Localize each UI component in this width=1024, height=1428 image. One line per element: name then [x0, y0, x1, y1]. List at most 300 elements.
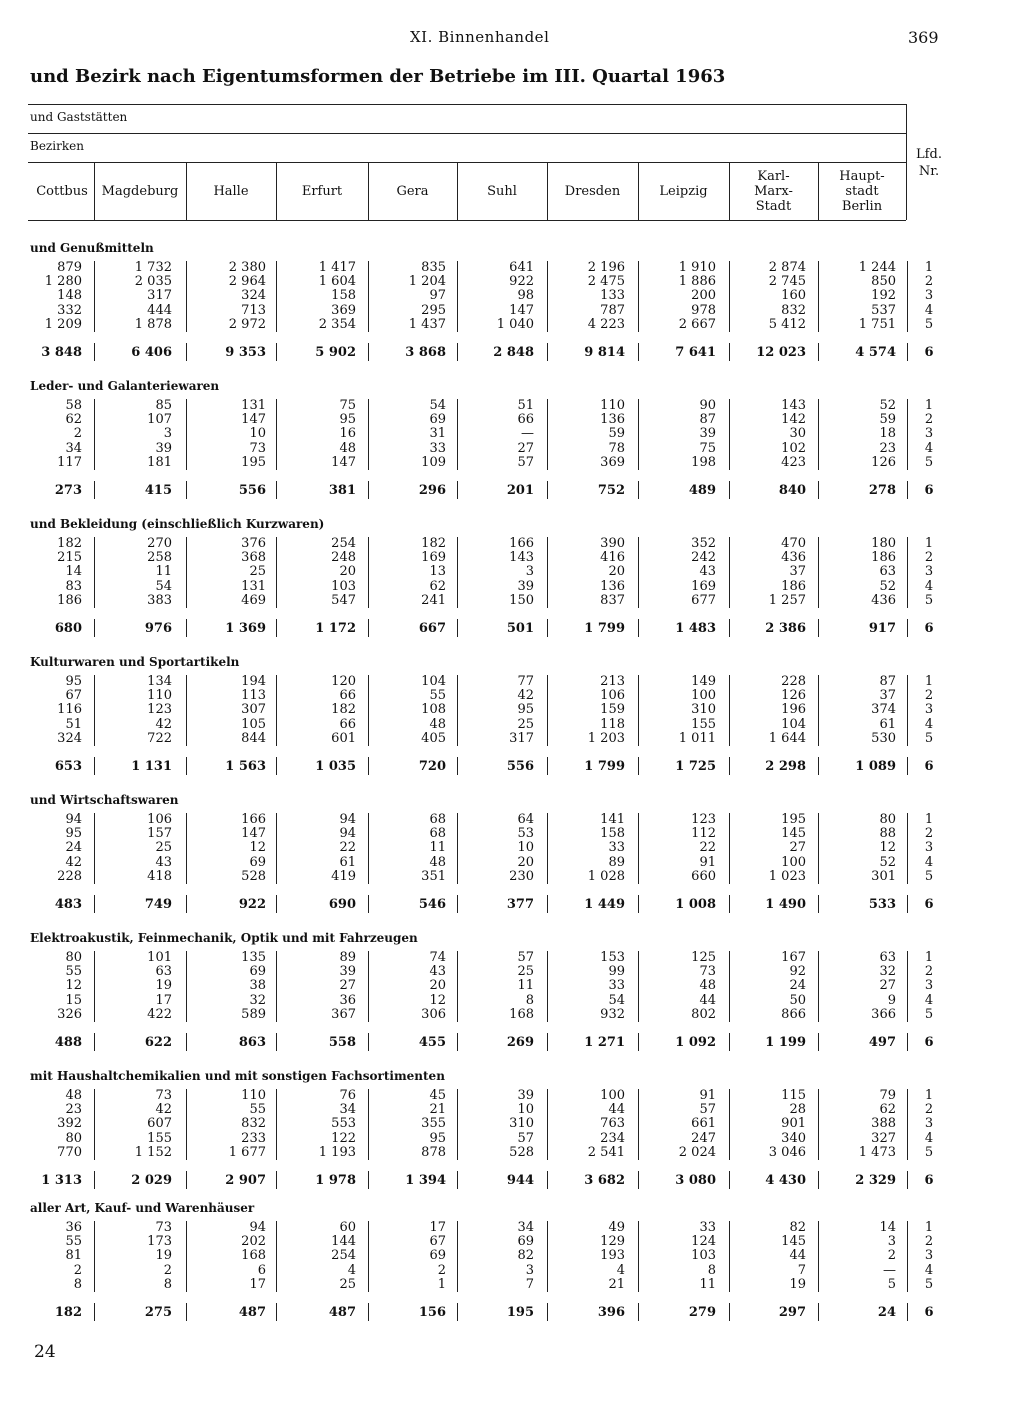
section-title: Kulturwaren und Sportartikeln — [30, 655, 240, 669]
table-row — [0, 580, 1024, 594]
table-cell: 1 257 — [768, 592, 806, 608]
table-cell: 195 — [506, 1305, 534, 1320]
table-cell: 241 — [421, 592, 446, 608]
table-cell: 2 475 — [587, 274, 625, 290]
column-rule — [547, 261, 548, 332]
table-cell: 3 848 — [41, 345, 82, 360]
table-cell: 173 — [147, 1234, 172, 1250]
table-cell: 27 — [789, 840, 806, 856]
table-cell: 1 172 — [315, 621, 356, 636]
table-cell: 63 — [155, 964, 172, 980]
table-cell: 228 — [781, 674, 806, 689]
table-cell: 44 — [789, 1248, 806, 1264]
table-cell: 230 — [509, 868, 534, 884]
table-cell: 69 — [249, 854, 266, 870]
table-cell: 147 — [331, 454, 356, 470]
column-divider — [186, 162, 187, 220]
table-cell: 324 — [241, 288, 266, 304]
column-rule — [729, 399, 730, 470]
column-rule — [276, 1033, 277, 1051]
table-cell: 126 — [871, 454, 896, 470]
column-rule — [729, 813, 730, 884]
table-row — [0, 442, 1024, 456]
table-cell: 159 — [600, 702, 625, 718]
table-cell: 390 — [600, 536, 625, 551]
table-cell: 55 — [65, 1234, 82, 1250]
column-header: Karl- Marx- Stadt — [754, 168, 793, 214]
column-rule — [729, 481, 730, 499]
table-cell: 2 — [163, 1262, 172, 1278]
table-cell: 12 — [65, 978, 82, 994]
table-cell: 42 — [517, 688, 534, 704]
table-cell: 52 — [879, 578, 896, 594]
column-rule — [907, 1033, 908, 1051]
table-cell: 16 — [339, 426, 356, 442]
table-cell: 160 — [781, 288, 806, 304]
column-header: Suhl — [487, 183, 517, 199]
lfd-nr-cell: 3 — [924, 840, 934, 856]
table-cell: 837 — [600, 592, 625, 608]
table-cell: 131 — [241, 398, 266, 413]
table-cell: 62 — [429, 578, 446, 594]
table-cell: 100 — [781, 854, 806, 870]
table-cell: 91 — [699, 1088, 716, 1103]
table-cell: 878 — [421, 1144, 446, 1160]
table-cell: 55 — [429, 688, 446, 704]
table-cell: 59 — [608, 426, 625, 442]
table-cell: 155 — [691, 716, 716, 732]
column-rule — [729, 343, 730, 361]
table-cell: 6 406 — [131, 345, 172, 360]
lfd-nr-cell: 2 — [924, 550, 934, 566]
table-row — [0, 1103, 1024, 1117]
table-cell: 182 — [54, 1305, 82, 1320]
table-cell: 2 541 — [587, 1144, 625, 1160]
table-cell: 62 — [65, 412, 82, 428]
column-rule — [729, 1303, 730, 1321]
column-rule — [276, 343, 277, 361]
table-cell: 133 — [600, 288, 625, 304]
column-rule — [907, 813, 908, 884]
column-rule — [94, 619, 95, 637]
table-cell: 423 — [781, 454, 806, 470]
table-cell: 1 394 — [405, 1173, 446, 1188]
table-cell: 61 — [879, 716, 896, 732]
column-rule — [94, 675, 95, 746]
table-cell: 720 — [418, 759, 446, 774]
column-rule — [638, 1221, 639, 1292]
column-header: Halle — [213, 183, 249, 199]
column-rule — [638, 1089, 639, 1160]
table-cell: 19 — [155, 978, 172, 994]
column-rule — [638, 1033, 639, 1051]
table-cell: 4 574 — [855, 345, 896, 360]
table-cell: 850 — [871, 274, 896, 290]
table-cell: 85 — [155, 398, 172, 413]
table-cell: 2 — [887, 1248, 896, 1264]
table-cell: 5 412 — [768, 316, 806, 332]
lfd-nr-cell: 3 — [924, 288, 934, 304]
table-row — [0, 594, 1024, 608]
table-total-row — [0, 622, 1024, 636]
table-row — [0, 1132, 1024, 1146]
chapter-heading: XI. Binnenhandel — [410, 28, 550, 46]
table-cell: 109 — [421, 454, 446, 470]
column-rule — [186, 757, 187, 775]
table-cell: 922 — [509, 274, 534, 290]
table-cell: 182 — [421, 536, 446, 551]
table-cell: 95 — [339, 412, 356, 428]
table-cell: 653 — [54, 759, 82, 774]
column-rule — [186, 261, 187, 332]
table-cell: 33 — [699, 1220, 716, 1235]
column-rule — [276, 813, 277, 884]
table-cell: 42 — [65, 854, 82, 870]
table-cell: 166 — [241, 812, 266, 827]
table-cell: 15 — [65, 992, 82, 1008]
column-rule — [368, 895, 369, 913]
lfd-nr-cell: 6 — [924, 1173, 934, 1188]
column-rule — [638, 813, 639, 884]
table-cell: 248 — [331, 550, 356, 566]
column-divider — [818, 162, 819, 220]
table-cell: 254 — [331, 536, 356, 551]
column-rule — [457, 675, 458, 746]
table-cell: 27 — [879, 978, 896, 994]
table-cell: 66 — [517, 412, 534, 428]
column-rule — [368, 1089, 369, 1160]
column-rule — [186, 895, 187, 913]
table-cell: 51 — [517, 398, 534, 413]
table-cell: 169 — [691, 578, 716, 594]
column-rule — [547, 813, 548, 884]
table-title: und Bezirk nach Eigentumsformen der Betriebe im III. Quartal 1963 — [30, 66, 726, 87]
table-cell: 73 — [699, 964, 716, 980]
table-cell: 787 — [600, 302, 625, 318]
column-rule — [818, 481, 819, 499]
table-cell: 944 — [506, 1173, 534, 1188]
table-cell: 42 — [155, 716, 172, 732]
table-cell: 501 — [506, 621, 534, 636]
table-cell: 24 — [789, 978, 806, 994]
table-cell: 39 — [699, 426, 716, 442]
table-cell: 2 972 — [228, 316, 266, 332]
column-rule — [547, 1033, 548, 1051]
table-cell: 13 — [429, 564, 446, 580]
table-cell: 198 — [691, 454, 716, 470]
column-rule — [368, 399, 369, 470]
column-divider — [276, 162, 277, 220]
table-cell: 54 — [608, 992, 625, 1008]
lfd-nr-cell: 5 — [924, 730, 934, 746]
column-rule — [94, 261, 95, 332]
table-cell: 95 — [65, 826, 82, 842]
table-cell: 369 — [600, 454, 625, 470]
table-cell: 1 751 — [858, 316, 896, 332]
table-cell: 242 — [691, 550, 716, 566]
column-rule — [818, 343, 819, 361]
table-cell: 1 203 — [587, 730, 625, 746]
table-cell: 368 — [241, 550, 266, 566]
column-rule — [457, 1221, 458, 1292]
lfd-nr-cell: 1 — [924, 260, 934, 275]
table-cell: 558 — [328, 1035, 356, 1050]
table-cell: 153 — [600, 950, 625, 965]
table-cell: 201 — [506, 483, 534, 498]
column-rule — [638, 481, 639, 499]
table-cell: 106 — [600, 688, 625, 704]
table-cell: 1 131 — [131, 759, 172, 774]
table-cell: 42 — [155, 1102, 172, 1118]
column-rule — [276, 675, 277, 746]
column-rule — [457, 399, 458, 470]
column-rule — [276, 481, 277, 499]
table-cell: 1 313 — [41, 1173, 82, 1188]
table-cell: 68 — [429, 812, 446, 827]
table-cell: 57 — [517, 950, 534, 965]
table-cell: 169 — [421, 550, 446, 566]
column-rule — [907, 537, 908, 608]
table-cell: 143 — [781, 398, 806, 413]
table-row — [0, 732, 1024, 746]
table-cell: 48 — [699, 978, 716, 994]
column-rule — [907, 1303, 908, 1321]
lfd-nr-cell: 4 — [924, 992, 934, 1008]
column-rule — [638, 537, 639, 608]
table-row — [0, 1117, 1024, 1131]
table-cell: 273 — [54, 483, 82, 498]
table-cell: 2 298 — [765, 759, 806, 774]
table-total-row — [0, 1174, 1024, 1188]
table-cell: 752 — [597, 483, 625, 498]
table-cell: 1 417 — [318, 260, 356, 275]
table-cell: 135 — [241, 950, 266, 965]
table-cell: 840 — [778, 483, 806, 498]
column-rule — [457, 619, 458, 637]
table-cell: 129 — [600, 1234, 625, 1250]
column-rule — [457, 1171, 458, 1189]
column-rule — [907, 261, 908, 332]
table-cell: 1 473 — [858, 1144, 896, 1160]
column-rule — [186, 481, 187, 499]
column-rule — [457, 481, 458, 499]
column-rule — [729, 1033, 730, 1051]
column-divider — [368, 162, 369, 220]
column-rule — [729, 261, 730, 332]
column-rule — [547, 951, 548, 1022]
lfd-nr-cell: 5 — [924, 1006, 934, 1022]
table-row — [0, 1235, 1024, 1249]
table-cell: 141 — [600, 812, 625, 827]
table-cell: 14 — [65, 564, 82, 580]
column-rule — [457, 1033, 458, 1051]
lfd-nr-cell: 1 — [924, 1088, 934, 1103]
table-cell: 228 — [57, 868, 82, 884]
table-cell: 415 — [144, 483, 172, 498]
table-cell: 3 046 — [768, 1144, 806, 1160]
table-cell: 418 — [147, 868, 172, 884]
table-cell: 917 — [868, 621, 896, 636]
table-cell: 844 — [241, 730, 266, 746]
table-cell: 20 — [339, 564, 356, 580]
table-cell: 866 — [781, 1006, 806, 1022]
table-cell: 124 — [691, 1234, 716, 1250]
table-cell: 33 — [608, 978, 625, 994]
column-rule — [638, 895, 639, 913]
table-cell: 832 — [781, 302, 806, 318]
table-cell: 145 — [781, 1234, 806, 1250]
column-rule — [547, 675, 548, 746]
column-rule — [276, 537, 277, 608]
table-cell: 81 — [65, 1248, 82, 1264]
table-cell: 1 437 — [408, 316, 446, 332]
table-cell: 125 — [691, 950, 716, 965]
table-cell: 21 — [429, 1102, 446, 1118]
table-cell: 98 — [517, 288, 534, 304]
table-cell: 193 — [600, 1248, 625, 1264]
column-rule — [276, 1089, 277, 1160]
table-cell: 553 — [331, 1116, 356, 1132]
table-cell: 66 — [339, 688, 356, 704]
table-cell: 101 — [147, 950, 172, 965]
lfd-nr-cell: 3 — [924, 426, 934, 442]
table-row — [0, 261, 1024, 275]
section-title: Elektroakustik, Feinmechanik, Optik und mit Fahrzeugen — [30, 931, 418, 945]
table-cell: 181 — [147, 454, 172, 470]
table-cell: 118 — [600, 716, 625, 732]
table-cell: 57 — [517, 454, 534, 470]
table-cell: 377 — [506, 897, 534, 912]
table-cell: 30 — [789, 426, 806, 442]
table-cell: 116 — [57, 702, 82, 718]
table-cell: 2 848 — [493, 345, 534, 360]
table-cell: 2 024 — [678, 1144, 716, 1160]
column-rule — [729, 537, 730, 608]
table-cell: 195 — [781, 812, 806, 827]
table-cell: 2 — [73, 426, 82, 442]
table-cell: 61 — [339, 854, 356, 870]
table-row — [0, 318, 1024, 332]
table-cell: 533 — [868, 897, 896, 912]
table-cell: 932 — [600, 1006, 625, 1022]
table-cell: 2 196 — [587, 260, 625, 275]
table-cell: 25 — [155, 840, 172, 856]
table-cell: 537 — [871, 302, 896, 318]
table-cell: 43 — [699, 564, 716, 580]
table-cell: 6 — [257, 1262, 266, 1278]
lfd-nr-cell: 1 — [924, 950, 934, 965]
lfd-nr-cell: 6 — [924, 621, 934, 636]
column-rule — [186, 1033, 187, 1051]
table-cell: 67 — [429, 1234, 446, 1250]
table-cell: 43 — [429, 964, 446, 980]
subheader-gaststaetten: und Gaststätten — [30, 110, 128, 124]
table-cell: 4 — [616, 1262, 625, 1278]
table-cell: 66 — [339, 716, 356, 732]
table-cell: 73 — [155, 1220, 172, 1235]
lfd-nr-cell: 6 — [924, 897, 934, 912]
table-cell: 455 — [418, 1035, 446, 1050]
column-rule — [729, 895, 730, 913]
table-cell: 1 199 — [765, 1035, 806, 1050]
table-cell: 8 — [73, 1276, 82, 1292]
table-cell: 978 — [691, 302, 716, 318]
lfd-nr-cell: 6 — [924, 1035, 934, 1050]
table-cell: 8 — [163, 1276, 172, 1292]
table-row — [0, 289, 1024, 303]
section-title: und Bekleidung (einschließlich Kurzwaren) — [30, 517, 325, 531]
column-rule — [818, 895, 819, 913]
column-rule — [368, 343, 369, 361]
table-cell: 20 — [608, 564, 625, 580]
column-rule — [818, 813, 819, 884]
table-cell: 601 — [331, 730, 356, 746]
footer-page-marker: 24 — [34, 1342, 56, 1362]
page-number: 369 — [908, 28, 939, 47]
table-cell: 489 — [688, 483, 716, 498]
table-row — [0, 1146, 1024, 1160]
table-cell: 1 449 — [584, 897, 625, 912]
column-rule — [818, 399, 819, 470]
table-cell: 158 — [600, 826, 625, 842]
table-cell: 73 — [249, 440, 266, 456]
table-cell: 57 — [517, 1130, 534, 1146]
table-cell: 469 — [241, 592, 266, 608]
column-rule — [186, 675, 187, 746]
table-cell: 110 — [600, 398, 625, 413]
table-cell: 77 — [517, 674, 534, 689]
column-rule — [547, 343, 548, 361]
lfd-nr-cell: 3 — [924, 564, 934, 580]
column-rule — [638, 757, 639, 775]
table-cell: 416 — [600, 550, 625, 566]
table-cell: 104 — [781, 716, 806, 732]
table-row — [0, 827, 1024, 841]
table-cell: 182 — [57, 536, 82, 551]
table-cell: 392 — [57, 1116, 82, 1132]
column-header: Cottbus — [36, 183, 88, 199]
table-cell: 660 — [691, 868, 716, 884]
table-cell: 1 193 — [318, 1144, 356, 1160]
column-divider — [729, 162, 730, 220]
section-title: und Wirtschaftswaren — [30, 793, 179, 807]
column-rule — [729, 619, 730, 637]
table-cell: 556 — [506, 759, 534, 774]
table-cell: 1 490 — [765, 897, 806, 912]
table-total-row — [0, 760, 1024, 774]
table-cell: 1 677 — [228, 1144, 266, 1160]
column-rule — [276, 261, 277, 332]
table-cell: 48 — [429, 854, 446, 870]
table-cell: 11 — [429, 840, 446, 856]
table-cell: 82 — [789, 1220, 806, 1235]
table-cell: 11 — [155, 564, 172, 580]
table-cell: 112 — [691, 826, 716, 842]
table-cell: 95 — [65, 674, 82, 689]
table-cell: 25 — [517, 964, 534, 980]
table-cell: 10 — [249, 426, 266, 442]
table-cell: 2 874 — [768, 260, 806, 275]
lfd-nr-cell: 5 — [924, 316, 934, 332]
table-row — [0, 1249, 1024, 1263]
table-cell: 55 — [249, 1102, 266, 1118]
rule-header-bottom — [28, 220, 906, 221]
lfd-nr-cell: 3 — [924, 1116, 934, 1132]
table-cell: 186 — [871, 550, 896, 566]
table-cell: 2 907 — [225, 1173, 266, 1188]
column-rule — [729, 951, 730, 1022]
table-cell: 43 — [155, 854, 172, 870]
